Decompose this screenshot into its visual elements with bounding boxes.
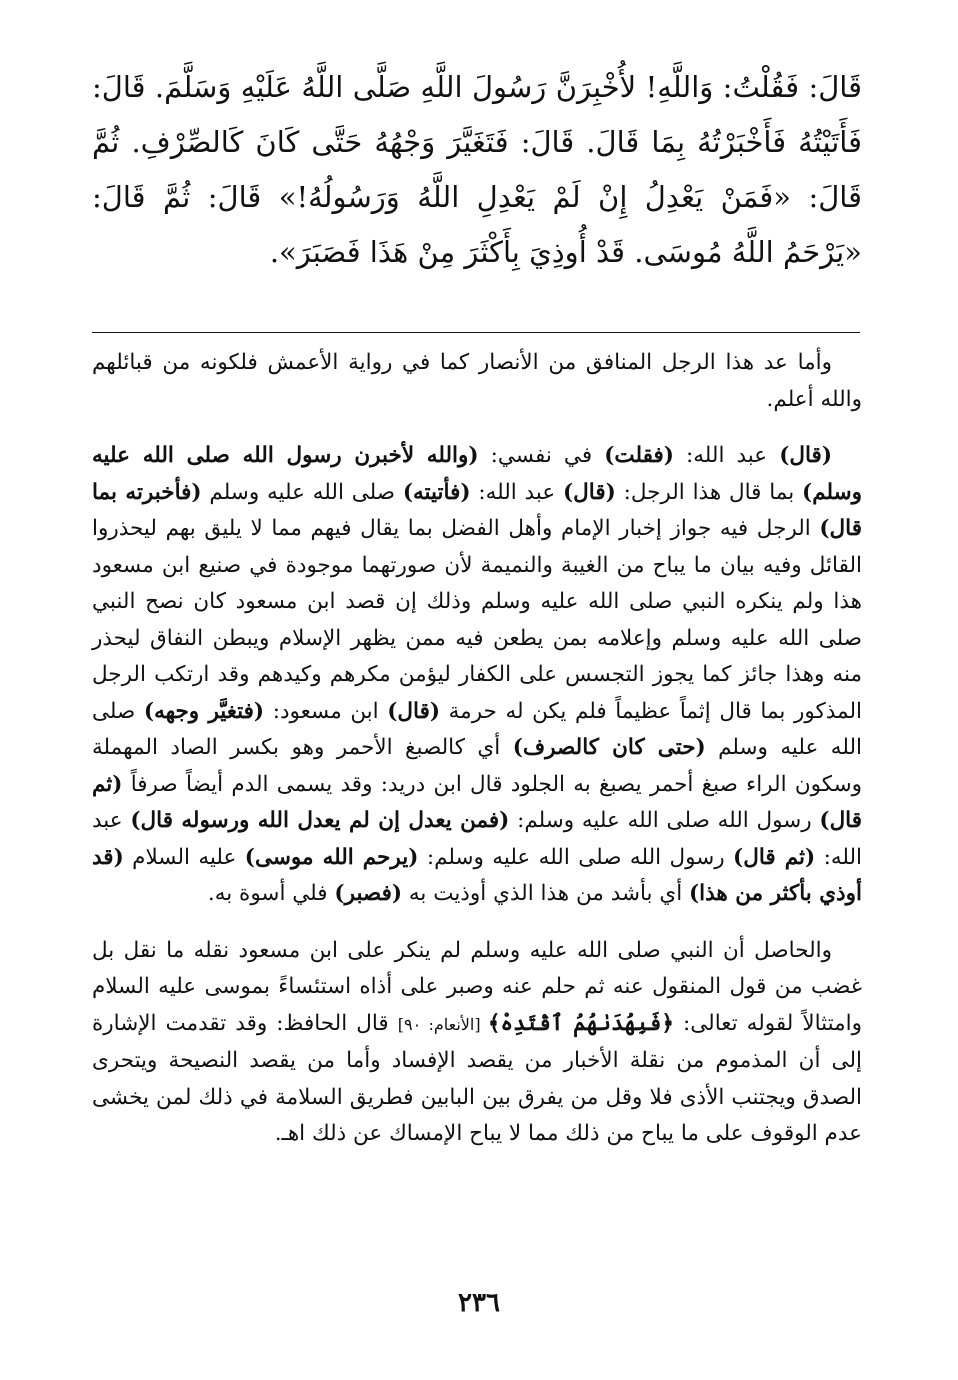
commentary-paragraph-3 [92, 933, 862, 1153]
paragraph-text: ابن مسعود: [264, 698, 388, 724]
quoted-phrase: (فتغيَّر وجهه) [143, 698, 265, 724]
quran-reference: [الأنعام: ٩٠] [397, 1014, 488, 1034]
quoted-phrase: (قال) [387, 698, 441, 724]
quoted-phrase: (فقلت) [604, 443, 674, 468]
paragraph-text: عبد الله: [92, 808, 863, 870]
quoted-phrase: (ثم قال) [733, 844, 816, 870]
quoted-phrase: (قال) [779, 443, 832, 468]
quoted-phrase: (فأخبرته بما قال) [92, 479, 862, 541]
paragraph-text: صلى الله عليه وسلم [92, 698, 862, 760]
paragraph-text: أي كالصبغ الأحمر وهو بكسر الصاد المهملة وسكون الراء صبغ أحمر يصبغ به الجلود قال ابن دريد: وقد يسمى الدم أيضاً صرفاً [92, 735, 862, 797]
paragraph-text: في نفسي: [478, 443, 605, 468]
quoted-phrase: (فصبر) [334, 881, 403, 906]
quoted-phrase: (قد أوذي بأكثر من هذا) [92, 844, 862, 906]
paragraph-text: عبد الله: [673, 443, 780, 468]
quoted-phrase: (ثم قال) [92, 771, 863, 833]
page-number: ٢٣٦ [458, 1288, 500, 1318]
paragraph-text: عبد الله: [470, 479, 563, 505]
quoted-phrase: (حتى كان كالصرف) [512, 735, 706, 760]
paragraph-text: عليه السلام [123, 844, 245, 870]
quoted-phrase: (فأتيته) [402, 479, 471, 505]
hadith-block [92, 60, 862, 280]
paragraph-text: الرجل فيه جواز إخبار الإمام وأهل الفضل بما يقال فيهم مما لا يليق بهم ليحذروا القائل وفيه بيان ما يباح من الغيبة والنميمة لأن صورتهما موجودة في صنيع ابن مسعود هذا ولم ينكره النبي صلى الله عليه وسلم وذلك إن قصد ابن مسعود كان نصح النبي صلى الله عليه وسلم وإعلامه بمن يطعن فيه ممن يظهر الإسلام ويبطن النفاق ليحذر منه وهذا جائز كما يجوز التجسس على الكفار ليؤمن مكرهم وكيدهم وقد ارتكب الرجل المذكور بما قال إثماً عظيماً فلم يكن له حرمة [92, 516, 862, 724]
paragraph-text: فلي أسوة به. [207, 881, 335, 906]
paragraph-text: والحاصل أن النبي صلى الله عليه وسلم لم ينكر على ابن مسعود نقله ما نقل بل غضب من قول المنقول عنه ثم حلم عنه وصبر على أذاه استئساءً بموسى عليه السلام وامتثالاً لقوله تعالى: [92, 937, 862, 1036]
quoted-phrase: (فمن يعدل إن لم يعدل الله ورسوله قال) [130, 808, 510, 833]
hadith-text: قَالَ: فَقُلْتُ: وَاللَّهِ! لأُخْبِرَنَّ رَسُولَ اللَّهِ صَلَّى اللَّهُ عَلَيْهِ وَسَلَّمَ. قَالَ: فَأَتَيْتُهُ فَأَخْبَرْتُهُ بِمَا قَالَ. قَالَ: فَتَغَيَّرَ وَجْهُهُ حَتَّى كَانَ كَالصِّرْفِ. ثُمَّ قَالَ: «فَمَنْ يَعْدِلُ إِنْ لَمْ يَعْدِلِ اللَّهُ وَرَسُولُهُ!» قَالَ: ثُمَّ قَالَ: «يَرْحَمُ اللَّهُ مُوسَى. قَدْ أُوذِيَ بِأَكْثَرَ مِنْ هَذَا فَصَبَرَ». [92, 70, 862, 269]
quoted-phrase: (والله لأخبرن رسول الله صلى الله عليه وسلم) [92, 443, 863, 505]
paragraph-text: بما قال هذا الرجل: [615, 479, 803, 505]
footnote-divider [92, 332, 860, 333]
commentary-paragraph-2 [92, 438, 862, 913]
paragraph-text: رسول الله صلى الله عليه وسلم: [418, 844, 734, 870]
paragraph-text: صلى الله عليه وسلم [201, 479, 403, 505]
commentary-paragraph-1: وأما عد هذا الرجل المنافق من الأنصار كما في رواية الأعمش فلكونه من قبائلهم والله أعلم. [92, 350, 862, 412]
paragraph-text: أي بأشد من هذا الذي أوذيت به [402, 881, 689, 906]
commentary-block [92, 345, 862, 1153]
quoted-phrase: (قال) [562, 479, 616, 505]
paragraph-text: رسول الله صلى الله عليه وسلم: [509, 808, 820, 833]
quran-quote: ﴿فَبِهُدَىٰهُمُ ٱقْتَدِهْ﴾ [487, 1010, 674, 1036]
quoted-phrase: (يرحم الله موسى) [244, 844, 419, 870]
paragraph-text: قال الحافظ: وقد تقدمت الإشارة إلى أن المذموم من نقلة الأخبار من يقصد الإفساد وأما من يقصد النصيحة ويتحرى الصدق ويجتنب الأذى فلا وقل من يفرق بين البابين فطريق السلامة في ذلك لمن يخشى عدم الوقوف على ما يباح من ذلك مما لا يباح الإمساك عن ذلك اهـ. [92, 1010, 862, 1146]
